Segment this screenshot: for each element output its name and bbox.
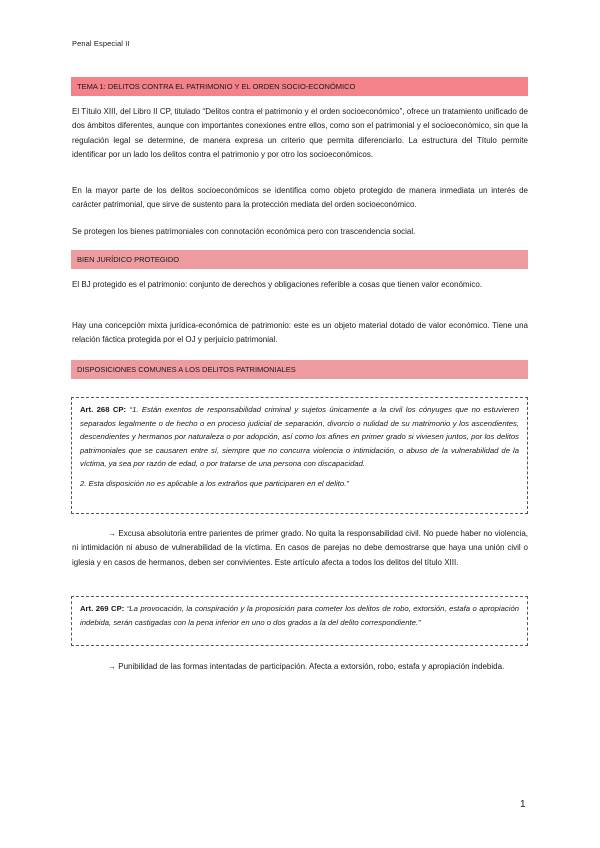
article-269-label: Art. 269 CP: [80, 604, 125, 613]
section-title-bien-juridico: BIEN JURÍDICO PROTEGIDO [71, 250, 528, 269]
article-269-paragraph [80, 602, 519, 629]
note-punibilidad [72, 660, 528, 674]
arrow-right-icon: → [108, 529, 116, 538]
note-excusa-text: Excusa absolutoria entre parientes de primer grado. No quita la responsabilidad civil. No puede haber no violencia, ni intimidación ni abuso de vulnerabilidad de la víctima. En casos de parejas no debe demostrarse que haya una unión civil o iglesia y en casos de hermanos, deben ser convivientes. Este artículo afecta a todos los delitos del título XIII. [72, 529, 529, 567]
page-number: 1 [520, 799, 526, 810]
arrow-right-icon: → [108, 662, 116, 671]
section-title-disposiciones: DISPOSICIONES COMUNES A LOS DELITOS PATRIMONIALES [71, 360, 528, 379]
paragraph-intro: El Título XIII, del Libro II CP, titulado “Delitos contra el patrimonio y el orden socioeconómico”, ofrece un tratamiento unificado de dos ámbitos diferentes, aunque con importantes conexiones entre ellos, como son el patrimonial y el socioeconómico, sin que la regulación legal se determine, de manera expresa un criterio que permita diferenciarlo. La estructura del Título permite identificar por un lado los delitos contra el patrimonio y por otro los socioeconómicos. [72, 107, 528, 160]
note-punibilidad-text: Punibilidad de las formas intentadas de participación. Afecta a extorsión, robo, estafa y apropiación indebida. [118, 662, 505, 671]
article-269-box [71, 596, 528, 646]
note-excusa-absolutoria [72, 527, 528, 570]
article-268-text2: 2. Esta disposición no es aplicable a los extraños que participaren en el delito.” [80, 478, 349, 488]
paragraph-concepcion: Hay una concepción mixta jurídica-económica de patrimonio: este es un objeto material dotado de valor económico. Tiene una relación fáctica protegida por el OJ y perjuicio patrimonial. [72, 321, 528, 345]
page-header: Penal Especial II [72, 39, 130, 48]
paragraph-socioeconomicos: En la mayor parte de los delitos socioeconómicos se identifica como objeto protegido de manera inmediata un interés de carácter patrimonial, que sirve de sustento para la protección mediata del orden socioeconómico. [72, 186, 528, 210]
article-268-label: Art. 268 CP: [80, 405, 127, 414]
article-269-text: “La provocación, la conspiración y la proposición para cometer los delitos de robo, extorsión, estafa o apropiación indebida, serán castigadas con la pena inferior en uno o dos grados a la del delito correspondiente.” [80, 604, 519, 627]
article-268-box [71, 397, 528, 514]
paragraph-bj: El BJ protegido es el patrimonio: conjunto de derechos y obligaciones referible a cosas que tienen valor económico. [72, 280, 483, 289]
paragraph-bienes: Se protegen los bienes patrimoniales con connotación económica pero con trascendencia social. [72, 227, 416, 236]
article-268-paragraph [80, 403, 519, 471]
article-268-text1: “1. Están exentos de responsabilidad criminal y sujetos únicamente a la civil los cónyuges que no estuvieren separados legalmente o de hecho o en proceso judicial de separación, divorcio o nulidad de su matrimonio y los ascendientes, descendientes y hermanos por naturaleza o por adopción, así como los afines en primer grado si viviesen juntos, por los delitos patrimoniales que se causaren entre sí, siempre que no concurra violencia o intimidación, o abuso de la vulnerabilidad de la víctima, ya sea por razón de edad, o por tratarse de una persona con discapacidad. [80, 405, 519, 469]
section-title-tema: TEMA 1: DELITOS CONTRA EL PATRIMONIO Y EL ORDEN SOCIO-ECONÓMICO [71, 77, 528, 96]
